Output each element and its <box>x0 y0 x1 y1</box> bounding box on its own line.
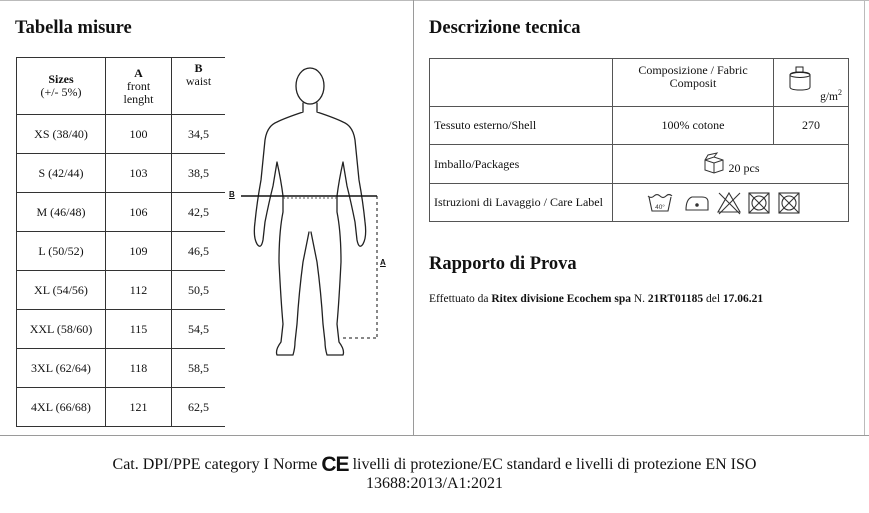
header-a-label: front lenght <box>123 78 154 106</box>
weight-unit-sup: 2 <box>838 88 842 98</box>
weight-unit-text: g/m <box>820 91 838 103</box>
size-cell-a: 106 <box>106 193 172 232</box>
packages-cell <box>613 145 849 184</box>
tech-table <box>429 58 849 222</box>
header-sizes-label: Sizes <box>48 72 74 86</box>
no-dry-clean-icon <box>779 193 799 213</box>
body-measurement-figure <box>225 62 400 372</box>
footer-standards <box>0 455 869 493</box>
size-table <box>16 57 225 427</box>
no-tumble-dry-icon <box>749 193 769 213</box>
header-b-label: waist <box>185 74 212 88</box>
column-divider <box>413 0 414 435</box>
size-cell-b: 46,5 <box>172 232 226 271</box>
packages-label: Imballo/Packages <box>430 145 613 184</box>
size-row <box>17 115 226 154</box>
size-cell-size: XS (38/40) <box>17 115 106 154</box>
size-cell-b: 38,5 <box>172 154 226 193</box>
size-cell-b: 34,5 <box>172 115 226 154</box>
header-b <box>172 58 226 115</box>
footer-part2: livelli di protezione/EC standard e livelli di protezione EN ISO <box>348 456 757 473</box>
package-box-icon <box>702 152 726 174</box>
shell-value: 100% cotone <box>613 107 774 145</box>
size-row <box>17 232 226 271</box>
care-icons <box>613 184 849 222</box>
footer-part1: Cat. DPI/PPE category I Norme <box>112 456 322 473</box>
size-cell-b: 42,5 <box>172 193 226 232</box>
report-mid2: del <box>703 293 723 305</box>
no-bleach-icon <box>718 193 740 214</box>
ce-mark-icon: CE <box>321 453 349 476</box>
weight-unit <box>820 88 842 103</box>
size-cell-a: 109 <box>106 232 172 271</box>
header-a <box>106 58 172 115</box>
packages-row <box>430 145 849 184</box>
size-cell-size: L (50/52) <box>17 232 106 271</box>
size-row <box>17 310 226 349</box>
shell-label: Tessuto esterno/Shell <box>430 107 613 145</box>
report-prefix: Effettuato da <box>429 293 492 305</box>
tech-header-row <box>430 59 849 107</box>
figure-label-a: A <box>380 258 386 267</box>
iron-low-icon <box>686 197 708 210</box>
report-lab: Ritex divisione Ecochem spa <box>491 293 631 305</box>
size-row <box>17 271 226 310</box>
size-row <box>17 154 226 193</box>
header-sizes <box>17 58 106 115</box>
tech-header-empty <box>430 59 613 107</box>
size-cell-a: 118 <box>106 349 172 388</box>
care-symbols <box>646 190 816 216</box>
size-cell-size: 4XL (66/68) <box>17 388 106 427</box>
care-label: Istruzioni di Lavaggio / Care Label <box>430 184 613 222</box>
care-row <box>430 184 849 222</box>
shell-row <box>430 107 849 145</box>
size-table-header <box>17 58 226 115</box>
report-text <box>429 293 763 305</box>
tech-title: Descrizione tecnica <box>429 18 581 38</box>
composition-header: Composizione / Fabric Composit <box>613 59 774 107</box>
size-cell-size: M (46/48) <box>17 193 106 232</box>
packages-value: 20 pcs <box>728 160 760 175</box>
report-mid: N. <box>630 293 648 305</box>
size-row <box>17 388 226 427</box>
wash-temp: 40° <box>654 203 665 211</box>
weight-header <box>774 59 849 107</box>
size-cell-b: 50,5 <box>172 271 226 310</box>
figure-label-b: B <box>229 190 235 199</box>
size-cell-b: 58,5 <box>172 349 226 388</box>
top-border <box>0 0 869 1</box>
size-table-body <box>17 115 226 427</box>
size-cell-a: 103 <box>106 154 172 193</box>
report-title: Rapporto di Prova <box>429 254 577 274</box>
size-cell-a: 112 <box>106 271 172 310</box>
report-date: 17.06.21 <box>722 293 764 305</box>
header-a-letter: A <box>134 65 143 80</box>
size-cell-size: S (42/44) <box>17 154 106 193</box>
size-cell-b: 62,5 <box>172 388 226 427</box>
size-cell-size: XXL (58/60) <box>17 310 106 349</box>
size-cell-size: XL (54/56) <box>17 271 106 310</box>
header-b-letter: B <box>194 61 203 75</box>
right-border <box>864 0 865 435</box>
size-row <box>17 193 226 232</box>
size-table-title: Tabella misure <box>15 18 132 38</box>
size-cell-size: 3XL (62/64) <box>17 349 106 388</box>
human-silhouette-icon <box>254 68 365 355</box>
size-cell-a: 115 <box>106 310 172 349</box>
header-sizes-note: (+/- 5%) <box>40 85 82 99</box>
size-cell-a: 100 <box>106 115 172 154</box>
size-cell-b: 54,5 <box>172 310 226 349</box>
size-row <box>17 349 226 388</box>
footer-divider <box>0 435 869 436</box>
report-number: 21RT01185 <box>647 293 704 305</box>
fabric-weight-icon <box>786 66 814 92</box>
footer-line2: 13688:2013/A1:2021 <box>366 475 503 492</box>
shell-weight: 270 <box>774 107 849 145</box>
size-cell-a: 121 <box>106 388 172 427</box>
